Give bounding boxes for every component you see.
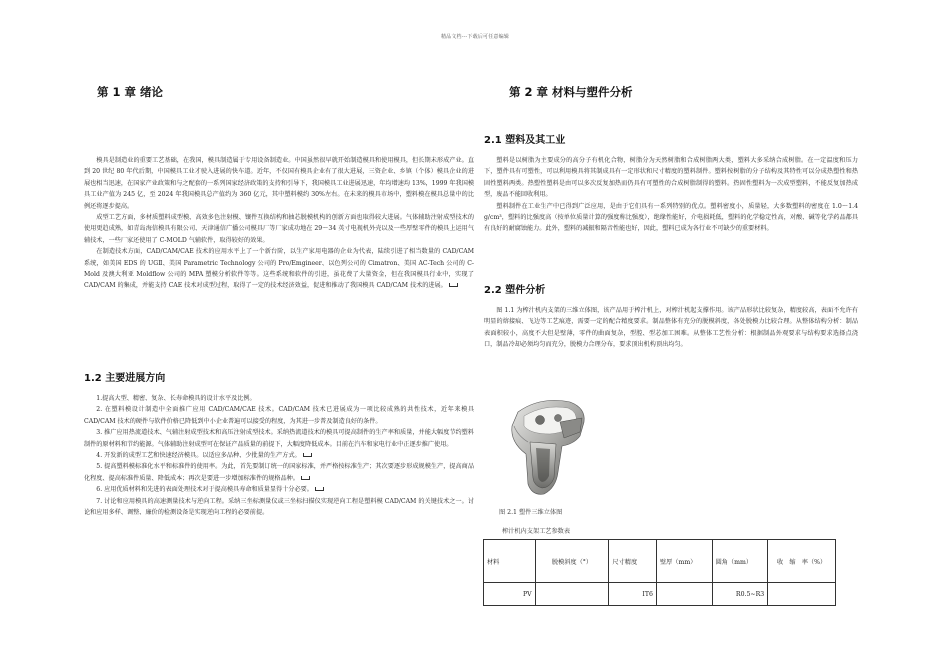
table-cell: PV [484,583,536,606]
table-cell [656,583,712,606]
part-analysis-paragraph: 图 1.1 为榨汁机内支架的三维立体图，该产品用于榨汁机上，对榨汁机起支撑作用。该产品形状比较复杂，精度较高，表面不允许有明显的熔接痕、飞边等工艺痕迹，需要一定的配合精度要求。制品整体有充分的脱模斜度，各处脱模力比较合理。从整体结构分析：制品表面积较小，高度不大但是壁薄，零件的曲面复杂，型腔、型芯加工困难。从整体工艺性分析：根据制品外观要求与结构要求选择点浇口，制品冷却必须均匀而充分，脱模力合理分布，要求顶出机构顶出均匀。 [484,307,858,349]
chapter-2-title: 第 2 章 材料与塑件分析 [509,85,633,99]
direction-item-7: 7. 讨论和应用模具的高速测量技术与逆向工程。采纳三坐标测量仪或三坐标扫描仪实现逆向工程是塑料模 CAD/CAM 的关键技术之一。讨论和应用多样、调整、廉价的检测设备是实现逆向工程的必要前提。 [84,497,474,517]
watermark: 精品文档---下载后可任意编辑 [440,34,510,40]
table-cell: R0.5~R3 [712,583,768,606]
figure-caption: 图 2.1 塑件三维立体图 [499,509,563,516]
intro-paragraph-3: 在制造技术方面，CAD/CAM/CAE 技术的应用水平上了一个新台阶，以生产家用电器的企业为代表，陆续引进了相当数量的 CAD/CAM 系统，如美国 EDS 的 UGⅡ、美国 Parametric Technology 公司的 Pro/Emgineer、以色列公司的 Cimatron、美国 AC-Tech 公司的 C-Mold 及澳大利亚 Moldflow 公司的 MPA 塑模分析软件等等。这些系统和软件的引进，虽花费了大量资金，但在我国模具行业中，实现了 CAD/CAM 的集成，并能支持 CAE 技术对成型过程，取得了一定的技术经济效益，促进和推动了我国模具 CAD/CAM 技术的进展。 [84,248,474,290]
chapter-1-title: 第 1 章 绪论 [97,85,164,99]
table-header-cell: 尺寸精度 [609,540,657,583]
section-2-2-title: 2.2 塑件分析 [484,285,546,296]
chapter-1-intro [84,155,474,292]
citation-mark [449,283,458,287]
section-1-2-title: 1.2 主要进展方向 [84,373,166,384]
direction-item-6: 6. 应用优质材料和先进的表面处理技术对于提高模具寿命和质量显得十分必要。 [84,484,474,495]
plastics-paragraph-2: 塑料制件在工业生产中已得到广泛应用，是由于它们具有一系列特别的优点。塑料密度小，质量轻，大多数塑料的密度在 1.0～1.4 g/cm³，塑料的比强度高（按单位质量计算的强度称比强度），绝缘性能好，介电损耗低，塑料的化学稳定性高，对酸、碱等化学药品都具有良好的耐腐蚀能力。此外，塑料的减振和隔音性能也好，因此，塑料已成为各行业不可缺少的重要材料。 [484,202,858,233]
section-2-2-body [484,305,858,351]
table-header-cell: 材料 [484,540,536,583]
table-cell [768,583,836,606]
citation-mark [303,453,312,457]
table-header-cell: 收 缩 率（%） [768,540,836,583]
table-cell [535,583,609,606]
direction-item-5: 5. 提高塑料模标准化水平和标准件的使用率。为此，首先要制订统一的国家标准，并严格按标准生产；其次要逐步形成规模生产，提高商品化程度、提高标准件质量、降低成本；再次是要进一步增加标准件的规格品种。 [84,463,474,482]
table-row [484,583,836,606]
section-2-1-title: 2.1 塑料及其工业 [484,135,566,146]
table-header-row [484,540,836,583]
intro-paragraph-2: 成型工艺方面，多材质塑料成型模、高效多色注射模、镶件互换结构和抽芯脱模机构的创新方面也取得较大进展。气体辅助注射成型技术的使用更趋成熟，如青岛海信模具有限公司、天津通信广播公司模具厂等厂家成功地在 29～34 英寸电视机外壳以及一些厚壁零件的模具上运用气辅技术，一些厂家还使用了 C-MOLD 气辅软件，取得较好的效果。 [84,214,474,244]
table-header-cell: 圆角（mm） [712,540,768,583]
intro-paragraph-1: 模具是制造业的重要工艺基础，在我国，模具制造属于专用设备制造业。中国虽然很早就开始制造模具和使用模具，但长期未形成产业。直到 20 世纪 80 年代后期，中国模具工业才驶入进展的快车道。近年，不仅国有模具企业有了很大进展，三资企业、乡镇（个体）模具企业的进展也相当迅速，在国家产业政策和与之配套的一系列国家经济政策的支持和引导下，我国模具工业进展迅速，年均增速均 13%，1999 年我国模具工业产值为 245 亿，至 2024 年我国模具总产值约为 360 亿元，其中塑料模约 30%左右。在未来的模具市场中，塑料模在模具总量中的比例还将逐步提高。 [84,157,474,210]
table-header-cell: 脱模斜度（°） [535,540,609,583]
table-header-cell: 壁厚（mm） [656,540,712,583]
plastics-paragraph-1: 塑料是以树脂为主要成分的高分子有机化合物，树脂分为天然树脂和合成树脂两大类，塑料大多采纳合成树脂。在一定温度和压力下，塑件具有可塑性，可以利用模具将其制成具有一定形状和尺寸精度的塑料制件。塑料按树脂的分子结构及其特性可以分成热塑性和热固性塑料两类。热塑性塑料是由可以多次反复加热而仍具有可塑性的合成树脂制得的塑料。热固性塑料为一次成型塑料，不能反复加热成型，废品不能回收利用。 [484,157,858,199]
section-2-1-body [484,155,858,235]
direction-item-1: 1.提高大型、精密、复杂、长寿命模具的设计水平及比例。 [96,395,256,402]
part-3d-model-image [500,392,596,498]
direction-item-4: 4. 开发新的成型工艺和快速经济模具。以适应多品种、少批量的生产方式。 [84,450,474,461]
development-directions-list [84,393,474,518]
direction-item-3: 3. 推广应用热流道技术、气辅注射成型技术和高压注射成型技术。采纳热流道技术的模具可提高制件的生产率和质量，并能大幅度节约塑料制件的原材料和节约能源。气体辅助注射成型可在保证产品质量的前提下，大幅度降低成本。目前在汽车和家电行业中正逐步推广使用。 [84,429,474,448]
citation-mark [315,487,324,491]
table-caption: 榨汁机内支架工艺参数表 [502,528,571,535]
process-parameters-table [483,539,836,606]
citation-mark [301,476,310,480]
table-cell: IT6 [609,583,657,606]
direction-item-2: 2. 在塑料模设计制造中全面推广应用 CAD/CAM/CAE 技术。CAD/CAM 技术已进展成为一项比较成熟的共性技术，近年来模具 CAD/CAM 技术的硬件与软件价格已降低到中小企业普遍可以接受的程度，为其进一步普及制造良好的条件。 [84,406,474,425]
